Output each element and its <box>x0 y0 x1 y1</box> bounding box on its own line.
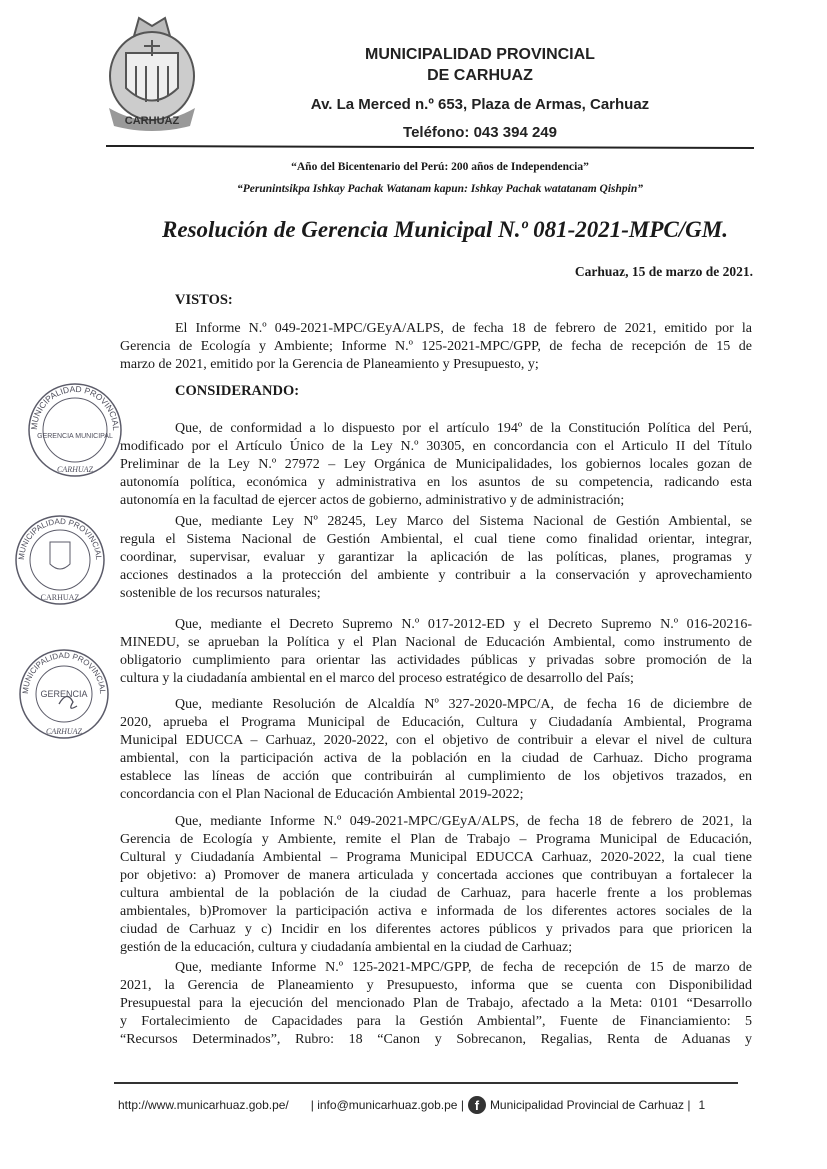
gerencia-seal-stamp <box>14 646 114 742</box>
paragraph-line: Que, de conformidad a lo dispuesto por el artículo 194º de la Constitución Política del Perú, <box>175 421 752 436</box>
footer-facebook-page[interactable]: Municipalidad Provincial de Carhuaz | <box>489 1098 691 1112</box>
svg-text:CARHUAZ: CARHUAZ <box>124 115 180 127</box>
stamp-bottom-text: CARHUAZ <box>40 593 80 602</box>
footer-divider <box>114 1082 738 1084</box>
paragraph-line: Gerencia de Ecología y Ambiente, remite el Plan de Trabajo – Programa Municipal de Educación, <box>120 832 752 847</box>
paragraph-line: “Recursos Determinados”, Rubro: 18 “Canon y Sobrecanon, Regalias, Renta de Aduanas y <box>120 1032 752 1047</box>
paragraph <box>120 813 752 957</box>
stamp-outer-text: MUNICIPALIDAD PROVINCIAL <box>16 516 104 561</box>
stamp-outer-text: MUNICIPALIDAD PROVINCIAL <box>20 650 108 695</box>
paragraph-line: acciones destinados a la protección del ambiente y contribuir a la conservación y aprovechamiento <box>120 568 752 583</box>
stamp-bottom-text: CARHUAZ <box>46 727 82 736</box>
svg-text:MUNICIPALIDAD PROVINCIAL <box>17 517 103 561</box>
paragraph-line: 2020, aprueba el Programa Municipal de Educación, Cultura y Ciudadanía Ambiental, Programa <box>120 715 752 730</box>
stamp-outer-text: MUNICIPALIDAD PROVINCIAL <box>28 383 122 431</box>
paragraph-line: MINEDU, se aprueban la Política y el Plan Nacional de Educación Ambiental, como instrumento de <box>120 635 752 650</box>
municipal-coat-of-arms-logo <box>104 8 200 133</box>
paragraph-line: modificado por el Artículo Único de la Ley N.º 30305, en concordancia con el Articulo II del Título <box>120 439 752 454</box>
footer-website-link[interactable]: http://www.municarhuaz.gob.pe/ <box>118 1098 289 1112</box>
stamp-bottom-text: CARHUAZ <box>57 465 93 474</box>
paragraph-line: por objetivo: a) Promover de manera articulada y concertada acciones que contribuyan a fortalecer la <box>120 868 752 883</box>
paragraph-line: Que, mediante el Decreto Supremo N.º 017-2012-ED y el Decreto Supremo N.º 016-20216- <box>175 617 752 632</box>
paragraph-line: Que, mediante Informe N.º 049-2021-MPC/GEyA/ALPS, de fecha 18 de febrero de 2021, la <box>175 814 752 829</box>
resolution-title: Resolución de Gerencia Municipal N.º 081-2021-MPC/GM. <box>162 217 728 242</box>
paragraph-line: establece las líneas de acción que contribuirán al cumplimiento de los objetivos trazados, en <box>120 769 752 784</box>
paragraph-line: Que, mediante Ley Nº 28245, Ley Marco del Sistema Nacional de Gestión Ambiental, se <box>175 514 752 529</box>
paragraph-line: Que, mediante Resolución de Alcaldía Nº 327-2020-MPC/A, de fecha 16 de diciembre de <box>175 697 752 712</box>
paragraph-line: cultura ambiental de la población de la ciudad de Carhuaz, para hacerle frente a los problemas <box>120 886 752 901</box>
org-phone: Teléfono: 043 394 249 <box>403 124 557 141</box>
resolution-date: Carhuaz, 15 de marzo de 2021. <box>574 264 753 279</box>
paragraph-line: ambiental, con la participación activa de la población en la ciudad de Carhuaz. Dicho programa <box>120 751 752 766</box>
paragraph-line: y Fortalecimiento de Capacidades para la Gestión Ambiental”, Fuente de Financiamiento: 5 <box>120 1014 752 1029</box>
facebook-icon: f <box>468 1096 486 1114</box>
paragraph <box>120 420 752 510</box>
footer-email-link[interactable]: | info@municarhuaz.gob.pe | <box>310 1098 464 1112</box>
paragraph <box>120 513 752 603</box>
year-motto: “Año del Bicentenario del Perú: 200 años de Independencia” <box>291 161 589 173</box>
paragraph-line: 2021, la Gerencia de Planeamiento y Presupuesto, informa que se cuenta con Disponibilidad <box>120 978 752 993</box>
org-address: Av. La Merced n.º 653, Plaza de Armas, Carhuaz <box>310 96 650 113</box>
paragraph <box>120 320 752 374</box>
paragraph-line: marzo de 2021, emitido por la Gerencia de Planeamiento y Presupuesto, y; <box>120 357 539 372</box>
municipal-seal-stamp <box>10 512 110 608</box>
paragraph-line: Que, mediante Informe N.º 125-2021-MPC/GPP, de fecha de recepción de 15 de marzo de <box>175 960 752 975</box>
org-name-line2: DE CARHUAZ <box>427 67 533 84</box>
paragraph <box>120 959 752 1049</box>
paragraph-line: Preliminar de la Ley N.º 27972 – Ley Orgánica de Municipalidades, los gobiernos locales gozan de <box>120 457 752 472</box>
header-divider <box>106 145 754 149</box>
paragraph-line: El Informe N.º 049-2021-MPC/GEyA/ALPS, de fecha 18 de febrero de 2021, emitido por la <box>175 321 752 336</box>
stamp-center-text: GERENCIA <box>40 689 88 699</box>
municipal-seal-stamp <box>22 380 128 480</box>
paragraph-line: Presupuestal para la ejecución del mencionado Plan de Trabajo, afectado a la Meta: 0101 “Desarrollo <box>120 996 752 1011</box>
paragraph-line: sostenible de los recursos naturales; <box>120 586 321 601</box>
year-motto-quechua: “Perunintsikpa Ishkay Pachak Watanam kapun: Ishkay Pachak watatanam Qishpin” <box>237 183 643 195</box>
org-name-line1: MUNICIPALIDAD PROVINCIAL <box>365 46 595 63</box>
paragraph-line: Municipal EDUCCA – Carhuaz, 2020-2022, con el objetivo de contribuir a elevar el nivel de cultura <box>120 733 752 748</box>
paragraph-line: cultura y la ciudadanía ambiental en el marco del proceso estratégico de desarrollo del País; <box>120 671 634 686</box>
paragraph-line: obligatorio cumplimiento para orientar las actividades públicas y privadas sobre promoción de la <box>120 653 752 668</box>
stamp-center-text: GERENCIA MUNICIPAL <box>37 433 113 440</box>
paragraph-line: regula el Sistema Nacional de Gestión Ambiental, el cual tiene como finalidad orientar, integrar, <box>120 532 752 547</box>
paragraph-line: coordinar, supervisar, evaluar y garantizar la aplicación de las políticas, planes, programas y <box>120 550 752 565</box>
paragraph-line: ciudad de Carhuaz y c) Incidir en los diferentes actores públicos y privados para que prioricen la <box>120 922 752 937</box>
paragraph-line: concordancia con el Plan Nacional de Educación Ambiental 2019-2022; <box>120 787 524 802</box>
paragraph-line: autonomía política, económica y administrativa en los asuntos de su competencia, radicando esta <box>120 475 752 490</box>
section-heading-vistos: VISTOS: <box>175 292 233 308</box>
paragraph-line: Cultural y Ciudadanía Ambiental – Programa Municipal EDUCCA Carhuaz, 2020-2022, la cual tiene <box>120 850 752 865</box>
paragraph-line: ambientales, b)Promover la participación activa e informada de los diferentes actores sociales de la <box>120 904 752 919</box>
paragraph-line: autonomía en la facultad de ejercer actos de gobierno, administrativo y de administración; <box>120 493 625 508</box>
page-number: 1 <box>698 1098 706 1112</box>
paragraph-line: Gerencia de Ecología y Ambiente; Informe N.º 125-2021-MPC/GPP, de fecha de recepción de 15 de <box>120 339 752 354</box>
svg-text:MUNICIPALIDAD PROVINCIAL <box>29 384 121 431</box>
footer <box>118 1096 705 1114</box>
section-heading-considerando: CONSIDERANDO: <box>175 383 300 399</box>
paragraph <box>120 616 752 688</box>
paragraph-line: gestión de la educación, cultura y ciudadanía ambiental en la ciudad de Carhuaz; <box>120 940 573 955</box>
paragraph <box>120 696 752 804</box>
